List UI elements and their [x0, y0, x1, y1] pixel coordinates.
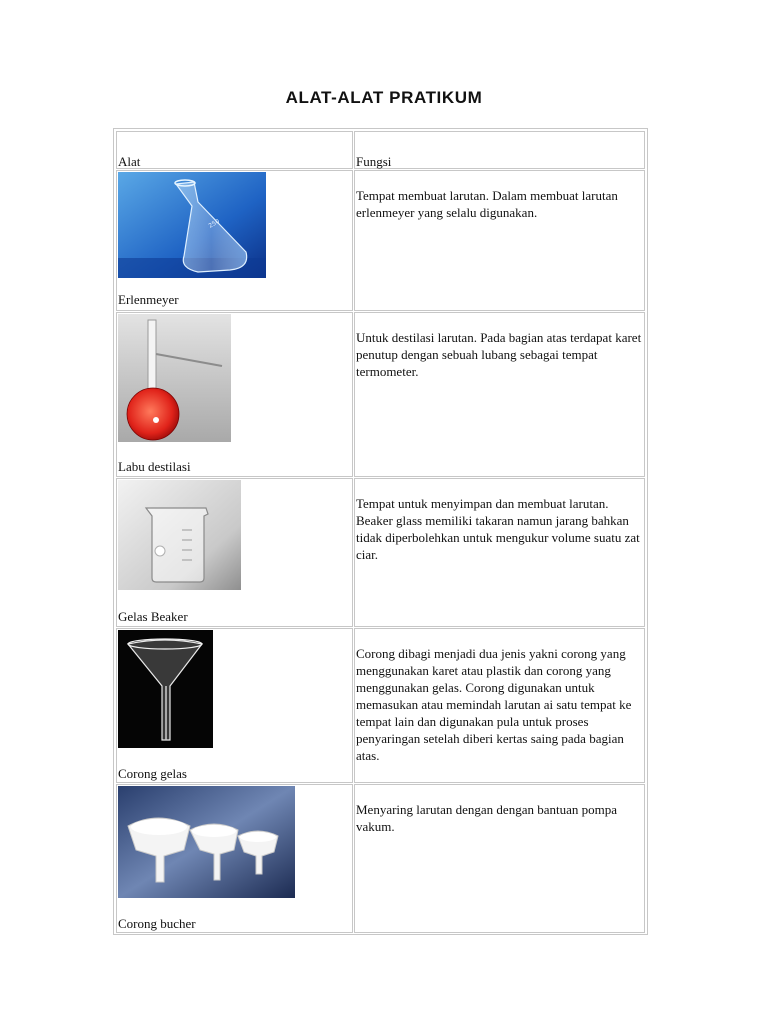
tool-name-2: Labu destilasi [118, 459, 191, 474]
table-row-1-alat [116, 170, 353, 311]
tool-name-1: Erlenmeyer [118, 292, 179, 307]
tool-name-4: Corong gelas [118, 766, 187, 781]
tool-function-1: Tempat membuat larutan. Dalam membuat larutan erlenmeyer yang selalu digunakan. [356, 188, 618, 220]
table-row-2-alat [116, 312, 353, 477]
glass-funnel-photo [118, 630, 213, 748]
svg-text:250: 250 [207, 217, 221, 230]
table-row-3-fungsi [354, 478, 645, 627]
beaker-glass-photo [118, 480, 241, 590]
tool-function-4: Corong dibagi menjadi dua jenis yakni corong yang menggunakan karet atau plastik dan corong yang menggunakan gelas. Corong digunakan untuk memasukan atau memindah larutan ai satu tempat ke tempat lain dan digunakan pula untuk proses penyaringan setelah diberi kertas saing pada bagian atas. [356, 646, 632, 763]
table-row-1-fungsi [354, 170, 645, 311]
tool-name-3: Gelas Beaker [118, 609, 188, 624]
table-row-5-fungsi [354, 784, 645, 933]
page-title: ALAT-ALAT PRATIKUM [285, 88, 483, 107]
tool-function-2: Untuk destilasi larutan. Pada bagian atas terdapat karet penutup dengan sebuah lubang sebagai tempat termometer. [356, 330, 642, 379]
table-row-5-alat [116, 784, 353, 933]
erlenmeyer-flask-photo [118, 172, 266, 278]
table-row-4-alat [116, 628, 353, 783]
header-alat: Alat [118, 154, 141, 169]
header-fungsi: Fungsi [356, 154, 392, 169]
tool-function-3: Tempat untuk menyimpan dan membuat larutan. Beaker glass memiliki takaran namun jarang bahkan tidak diperbolehkan untuk mengukur volume suatu zat ciar. [356, 496, 640, 562]
table-row-4-fungsi [354, 628, 645, 783]
header-cell-alat [116, 131, 353, 169]
table-row-3-alat [116, 478, 353, 627]
tool-name-5: Corong bucher [118, 916, 196, 931]
tool-function-5: Menyaring larutan dengan dengan bantuan pompa vakum. [356, 802, 617, 834]
equipment-table [113, 128, 648, 935]
distillation-flask-photo [118, 314, 231, 442]
table-row-2-fungsi [354, 312, 645, 477]
buchner-funnel-photo [118, 786, 295, 898]
header-cell-fungsi [354, 131, 645, 169]
